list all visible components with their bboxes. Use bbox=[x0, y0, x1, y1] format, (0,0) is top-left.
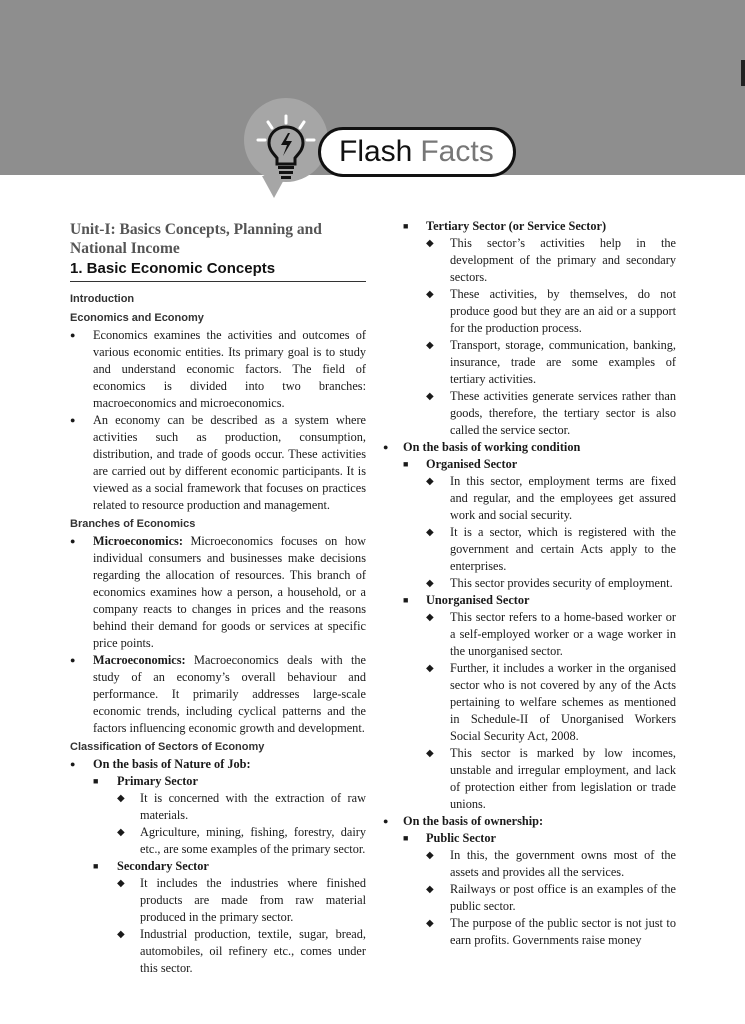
right-column bbox=[383, 218, 676, 949]
chapter-title: 1. Basic Economic Concepts bbox=[70, 260, 366, 282]
unit-title: Unit-I: Basics Concepts, Planning and National Income bbox=[70, 221, 322, 257]
section-heading-branches: Branches of Economics bbox=[70, 518, 196, 530]
list-item-organised-sector: ■ Organised Sector bbox=[383, 456, 676, 473]
list-item: ◆ The purpose of the public sector is not just to earn profits. Governments raise money bbox=[383, 915, 676, 949]
list-item: ◆ This sector is marked by low incomes, unstable and irregular employment, and lack of protection either from legislation or trade unions. bbox=[383, 745, 676, 813]
list-item: ● An economy can be described as a system where activities such as production, consumption, distribution, and trade of goods occur. These activities are carried out by different economic participants. It is viewed as a social framework that focuses on practices related to resource production and management. bbox=[70, 412, 366, 514]
left-column bbox=[70, 218, 366, 977]
list-item: ◆ Agriculture, mining, fishing, forestry, dairy etc., are some examples of the primary sector. bbox=[70, 824, 366, 858]
list-item: ◆ Further, it includes a worker in the organised sector who is not covered by any of the Acts pertaining to welfare schemes as mentioned in Schedule-II of Unorganised Workers Social Security Act, 2008. bbox=[383, 660, 676, 745]
section-heading-introduction: Introduction bbox=[70, 293, 135, 305]
list-item: ● Economics examines the activities and outcomes of various economic entities. Its primary goal is to study and understand economic factors. The field of economics is divided into two branches: macroeconomics and microeconomics. bbox=[70, 327, 366, 412]
list-item: ◆ Industrial production, textile, sugar, bread, automobiles, oil refinery etc., comes under this sector. bbox=[70, 926, 366, 977]
list-item: ◆ These activities generate services rather than goods, therefore, the tertiary sector is also called the service sector. bbox=[383, 388, 676, 439]
term-definition: Microeconomics focuses on how individual consumers and businesses make decisions regarding the allocation of resources. This branch of economics examines how a person, a household, or a company reacts to changes in prices and the reasons behind their demand for goods or services at specific price points. bbox=[93, 534, 366, 650]
title-facts: Facts bbox=[420, 135, 494, 168]
term-label: Microeconomics: bbox=[93, 534, 183, 548]
list-item: ◆ This sector refers to a home-based worker or a self-employed worker or a wage worker in the unorganised sector. bbox=[383, 609, 676, 660]
list-item: ◆ These activities, by themselves, do not produce good but they are an aid or a support for the production process. bbox=[383, 286, 676, 337]
lightbulb-icon bbox=[252, 112, 320, 182]
list-item-ownership: ● On the basis of ownership: bbox=[383, 813, 676, 830]
section-heading-economics-economy: Economics and Economy bbox=[70, 312, 204, 324]
list-item-tertiary-sector: ■ Tertiary Sector (or Service Sector) bbox=[383, 218, 676, 235]
list-item: ◆ In this sector, employment terms are fixed and regular, and the employees get assured work and social security. bbox=[383, 473, 676, 524]
section-heading-classification: Classification of Sectors of Economy bbox=[70, 741, 265, 753]
flash-facts-title bbox=[318, 127, 516, 177]
list-item-secondary-sector: ■ Secondary Sector bbox=[70, 858, 366, 875]
list-item-working-condition: ● On the basis of working condition bbox=[383, 439, 676, 456]
list-item-microeconomics bbox=[70, 533, 366, 652]
list-item-primary-sector: ■ Primary Sector bbox=[70, 773, 366, 790]
term-definition: Macroeconomics deals with the study of an economy’s overall behaviour and performance. It primarily addresses large-scale economic trends, including cyclical patterns and the factors influencing economic growth and development. bbox=[93, 653, 366, 735]
list-item: ◆ In this, the government owns most of the assets and provides all the services. bbox=[383, 847, 676, 881]
term-label: Macroeconomics: bbox=[93, 653, 186, 667]
title-flash: Flash bbox=[339, 135, 413, 168]
list-item-public-sector: ■ Public Sector bbox=[383, 830, 676, 847]
list-item: ◆ It is concerned with the extraction of raw materials. bbox=[70, 790, 366, 824]
list-item-macroeconomics bbox=[70, 652, 366, 737]
list-item: ◆ Transport, storage, communication, banking, insurance, trade are some examples of tertiary activities. bbox=[383, 337, 676, 388]
list-item: ◆ This sector provides security of employment. bbox=[383, 575, 676, 592]
page-edge-mark bbox=[741, 60, 745, 86]
list-item: ◆ It includes the industries where finished products are made from raw material produced in the primary sector. bbox=[70, 875, 366, 926]
list-item: ◆ This sector’s activities help in the development of the primary and secondary sectors. bbox=[383, 235, 676, 286]
list-item-unorganised-sector: ■ Unorganised Sector bbox=[383, 592, 676, 609]
list-item: ◆ Railways or post office is an examples of the public sector. bbox=[383, 881, 676, 915]
list-item: ◆ It is a sector, which is registered with the government and certain Acts apply to the enterprises. bbox=[383, 524, 676, 575]
list-item-nature-of-job: ● On the basis of Nature of Job: bbox=[70, 756, 366, 773]
